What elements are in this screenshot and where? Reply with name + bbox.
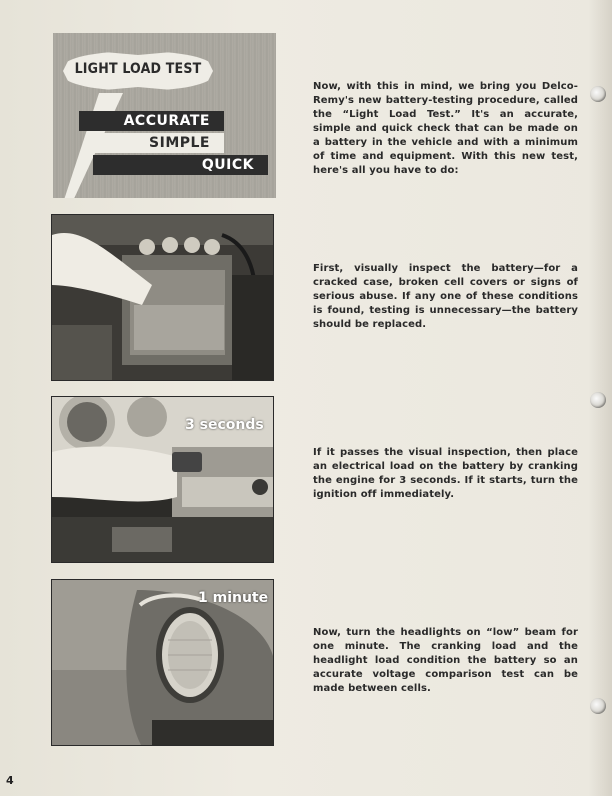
- intro-paragraph: Now, with this in mind, we bring you Delco-Remy's new battery-testing procedure, called the “Light Load Test.” It's an accurate, simple and quick check that can be made on a battery in the vehicle and with a minimum of time and equipment. With this new test, here's all you have to do:: [313, 81, 578, 176]
- word-quick: QUICK: [93, 155, 268, 175]
- page-number: 4: [6, 774, 14, 787]
- word-accurate: ACCURATE: [79, 111, 224, 131]
- cranking-paragraph: If it passes the visual inspection, then place an electrical load on the battery by cranking the engine for 3 seconds. If it starts, turn the ignition off immediately.: [313, 447, 578, 500]
- battery-inspection-photo: [51, 214, 274, 381]
- inspection-paragraph: First, visually inspect the battery—for a cracked case, broken cell covers or signs of serious abuse. If any one of these conditions is found, testing is unnecessary—the battery should be replaced.: [313, 263, 578, 330]
- headlights-paragraph: Now, turn the headlights on “low” beam for one minute. The cranking load and the headlight load condition the battery so an accurate voltage comparison test can be made between cells.: [313, 627, 578, 694]
- binder-hole-middle: [590, 392, 606, 408]
- word-simple: SIMPLE: [89, 133, 224, 153]
- caption-3-seconds: 3 seconds: [185, 417, 264, 433]
- cranking-engine-photo: [51, 396, 274, 563]
- binder-hole-top: [590, 86, 606, 102]
- caption-1-minute: 1 minute: [198, 590, 269, 606]
- banner-title: LIGHT LOAD TEST: [74, 61, 202, 77]
- headlight-photo: [51, 579, 274, 746]
- binder-hole-bottom: [590, 698, 606, 714]
- light-load-test-graphic: [53, 33, 276, 198]
